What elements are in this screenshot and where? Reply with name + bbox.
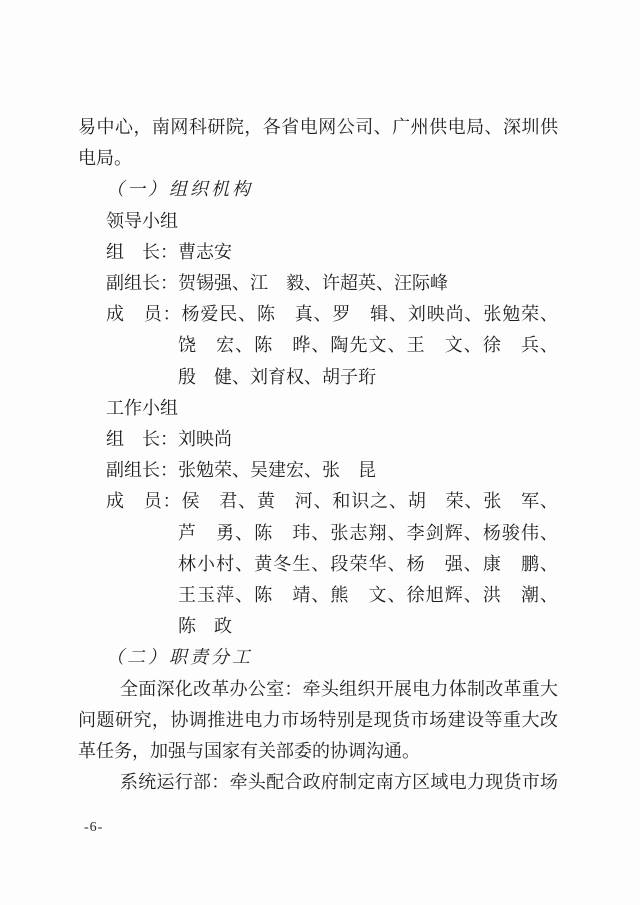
duty-para1-line-1: 全面深化改革办公室：牵头组织开展电力体制改革重大 [120, 678, 558, 699]
duty-para1-line-3: 革任务，加强与国家有关部委的协调沟通。 [78, 741, 420, 762]
intro-line-1: 易中心，南网科研院，各省电网公司、广州供电局、深圳供 [78, 117, 558, 137]
leading-group-deputy-row: 副组长：贺锡强、江 毅、许超英、汪际峰 [106, 273, 448, 294]
leading-group-members-row: 成 员：杨爱民、陈 真、罗 辑、刘映尚、张勉荣、 [106, 304, 558, 325]
page-number: -6- [84, 820, 104, 835]
leading-group-title: 领导小组 [106, 210, 178, 231]
leading-group-leader-row: 组 长：曹志安 [106, 241, 232, 262]
leading-group-members-cont: 饶 宏、陈 晔、陶先文、王 文、徐 兵、 [178, 335, 558, 356]
document-body [78, 112, 558, 798]
working-group-members-row: 成 员：侯 君、黄 河、和识之、胡 荣、张 军、 [106, 491, 558, 512]
section-org-heading: （一）组织机构 [106, 179, 253, 200]
working-group-members-cont: 陈 政 [178, 616, 232, 637]
duty-para1-line-2: 问题研究，协调推进电力市场特别是现货市场建设等重大改 [78, 709, 558, 730]
intro-line-2: 电局。 [78, 148, 132, 169]
duty-para2-line-1: 系统运行部：牵头配合政府制定南方区域电力现货市场 [120, 772, 558, 793]
working-group-deputy-row: 副组长：张勉荣、吴建宏、张 昆 [106, 460, 376, 481]
working-group-leader-row: 组 长：刘映尚 [106, 429, 232, 450]
working-group-members-cont: 林小村、黄冬生、段荣华、杨 强、康 鹏、 [178, 553, 558, 574]
section-duty-heading: （二）职责分工 [106, 647, 253, 668]
working-group-members-cont: 芦 勇、陈 玮、张志翔、李剑辉、杨骏伟、 [178, 522, 558, 543]
working-group-title: 工作小组 [106, 397, 178, 418]
leading-group-members-cont: 殷 健、刘育权、胡子珩 [178, 366, 376, 387]
working-group-members-cont: 王玉萍、陈 靖、熊 文、徐旭辉、洪 潮、 [178, 585, 558, 606]
